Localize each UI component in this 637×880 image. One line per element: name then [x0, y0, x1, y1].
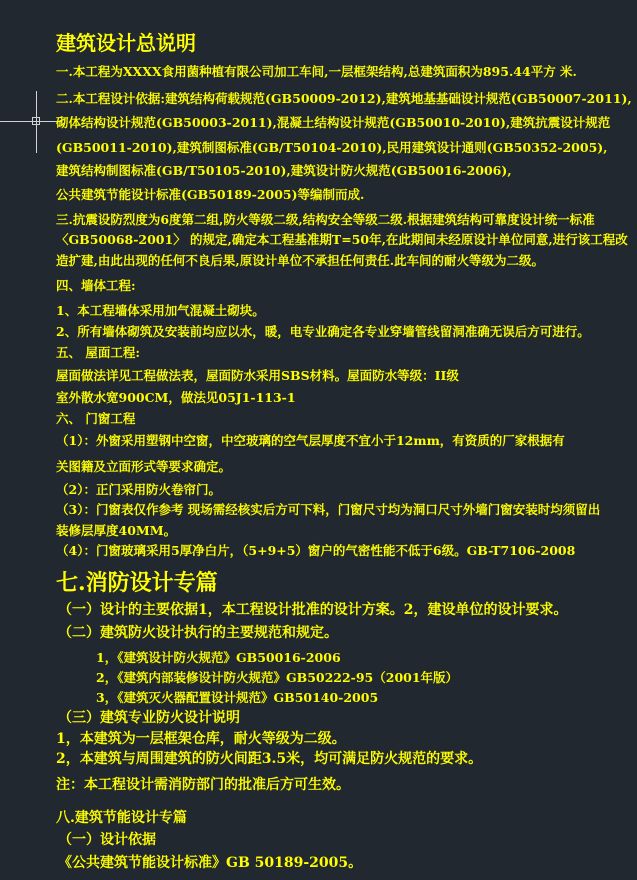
section-heading: 四、墙体工程:	[56, 278, 136, 293]
fire-item: 2，《建筑内部装修设计防火规范》GB50222-95（2001年版）	[96, 670, 459, 685]
text-line: 三.抗震设防烈度为6度第二组,防火等级二级,结构安全等级二级.根据建筑结构可靠度设计统一标准	[56, 212, 595, 227]
section-heading: 六、 门窗工程	[56, 411, 136, 426]
fire-note: 注：本工程设计需消防部门的批准后方可生效。	[56, 777, 350, 793]
fire-item: 2，本建筑与周围建筑的防火间距3.5米，均可满足防火规范的要求。	[56, 751, 483, 767]
text-line: 建筑结构制图标准(GB/T50105-2010),建筑设计防火规范(GB50016-2006),	[56, 163, 512, 178]
text-line: （1）：外窗采用塑钢中空窗，中空玻璃的空气层厚度不宜小于12mm，有资质的厂家根据有	[56, 433, 565, 448]
energy-section-heading: 八.建筑节能设计专篇	[56, 810, 187, 826]
section-heading: 五、 屋面工程:	[56, 345, 140, 360]
text-line: (GB50011-2010),建筑制图标准(GB/T50104-2010),民用建筑设计通则(GB50352-2005),	[56, 140, 608, 155]
text-line: 砌体结构设计规范(GB50003-2011),混凝土结构设计规范(GB50010-2010),建筑抗震设计规范	[56, 115, 611, 130]
fire-section-heading: 七.消防设计专篇	[56, 570, 218, 596]
energy-item: （一）设计依据	[58, 832, 156, 848]
text-line: 二.本工程设计依据:建筑结构荷载规范(GB50009-2012),建筑地基基础设计规范(GB50007-2011),	[56, 91, 632, 106]
text-line: （4）：门窗玻璃采用5厚净白片，（5+9+5）窗户的气密性能不低于6级。GB-T7106-2008	[56, 543, 576, 558]
text-line: （3）：门窗表仅作参考 现场需经核实后方可下料，门窗尺寸均为洞口尺寸外墙门窗安装时均须留出	[56, 502, 601, 517]
text-line: 一.本工程为XXXX食用菌种植有限公司加工车间,一层框架结构,总建筑面积为895.44平方 米.	[56, 64, 577, 79]
fire-item: 3，《建筑灭火器配置设计规范》GB50140-2005	[96, 690, 379, 705]
fire-item: 1，本建筑为一层框架仓库，耐火等级为二级。	[56, 731, 346, 747]
fire-item: （三）建筑专业防火设计说明	[58, 710, 240, 726]
fire-item: 1，《建筑设计防火规范》GB50016-2006	[96, 650, 341, 665]
fire-item: （一）设计的主要依据1，本工程设计批准的设计方案。2，建设单位的设计要求。	[58, 602, 568, 618]
crosshair-horizontal	[0, 121, 62, 122]
text-line: 室外散水宽900CM，做法见05J1-113-1	[56, 390, 296, 405]
text-line: 屋面做法详见工程做法表，屋面防水采用SBS材料。屋面防水等级：II级	[56, 368, 459, 383]
energy-item: 《公共建筑节能设计标准》GB 50189-2005。	[58, 855, 363, 871]
text-line: 造扩建,由此出现的任何不良后果,原设计单位不承担任何责任.此车间的耐火等级为二级。	[56, 253, 545, 268]
text-line: （2）：正门采用防火卷帘门。	[56, 482, 221, 497]
text-line: 〈GB50068-2001〉 的规定,确定本工程基准期T=50年,在此期间未经原设计单位同意,进行该工程改	[56, 232, 628, 247]
text-line: 2、所有墙体砌筑及安装前均应以水，暖，电专业确定各专业穿墙管线留洞准确无误后方可进行。	[56, 324, 590, 339]
fire-item: （二）建筑防火设计执行的主要规范和规定。	[58, 625, 338, 641]
crosshair-pickbox	[32, 117, 40, 125]
text-line: 装修层厚度40MM。	[56, 523, 177, 538]
text-line: 公共建筑节能设计标准(GB50189-2005)等编制而成.	[56, 187, 365, 202]
text-line: 关图籍及立面形式等要求确定。	[56, 459, 232, 474]
text-line: 1、本工程墙体采用加气混凝土砌块。	[56, 303, 265, 318]
page-title: 建筑设计总说明	[56, 31, 196, 55]
